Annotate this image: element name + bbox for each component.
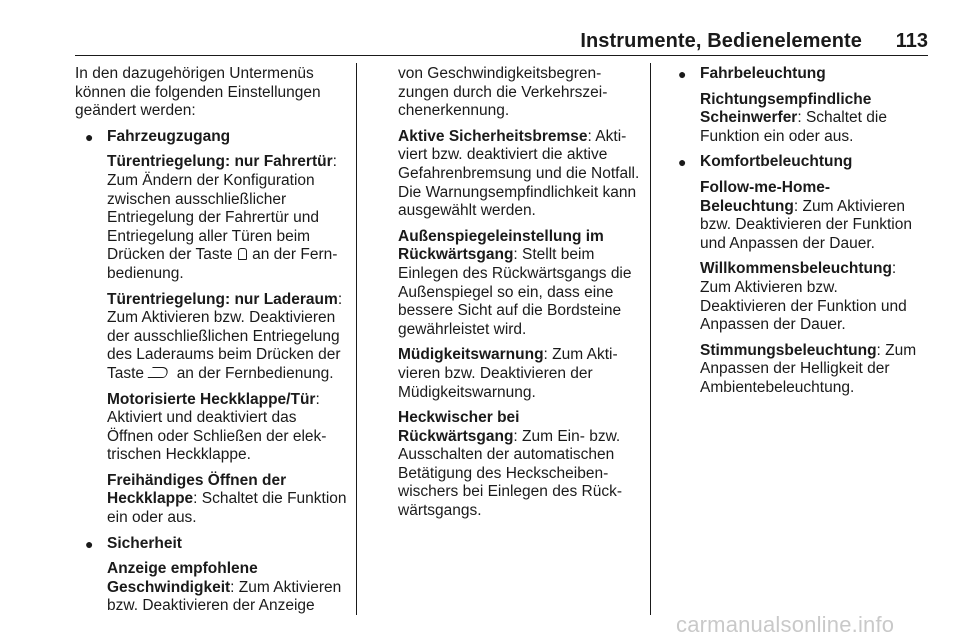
setting-item bbox=[700, 342, 928, 398]
setting-description: : Zum Aktivieren bzw. Deaktivieren der Anzeige bbox=[107, 578, 342, 615]
list-item-label: Komfortbeleuchtung bbox=[700, 153, 853, 171]
setting-description: : Zum Ein- bzw. Ausschalten der automatischen Betätigung des Heckscheibenwischers bei Einlegen des Rückwärtsgangs. bbox=[398, 427, 623, 520]
sub-settings bbox=[668, 91, 928, 147]
list-item bbox=[75, 535, 347, 554]
column-middle bbox=[398, 65, 643, 528]
setting-description: : Schaltet die Funktion ein oder aus. bbox=[107, 490, 347, 527]
bullet: ● bbox=[85, 535, 94, 552]
setting-description: : Zum Aktivieren bzw. Deaktivieren der ausschließlichen Entriegelung des Laderaums beim Drücken der Taste bbox=[107, 290, 343, 382]
page-title: Instrumente, Bedienelemente bbox=[580, 30, 862, 52]
setting-description: : Zum Aktivieren bzw. Deaktivieren der Funktion und Anpassen der Dauer. bbox=[700, 197, 912, 252]
column-divider bbox=[650, 63, 651, 615]
setting-item bbox=[398, 228, 643, 340]
setting-description: an der Fernbedienung. bbox=[107, 246, 338, 282]
setting-item bbox=[398, 128, 643, 221]
setting-description: : Zum Anpassen der Helligkeit der Ambientebeleuchtung. bbox=[700, 341, 917, 396]
intro-text: In den dazugehörigen Untermenüs können die folgenden Einstellungen geändert werden: bbox=[75, 65, 321, 120]
setting-title: Heckwischer bei Rückwärtsgang bbox=[398, 409, 520, 445]
setting-item bbox=[107, 391, 347, 465]
setting-title: Türentriegelung: nur Laderaum bbox=[107, 290, 338, 308]
setting-item bbox=[107, 472, 347, 528]
list-item bbox=[75, 128, 347, 147]
setting-description: : Zum Aktivieren bzw. Deaktivieren der Funktion und Anpassen der Dauer. bbox=[700, 260, 907, 334]
setting-item bbox=[700, 179, 928, 253]
list-item-label: Fahrbeleuchtung bbox=[700, 65, 826, 82]
list-item bbox=[668, 65, 928, 84]
sub-settings bbox=[668, 179, 928, 398]
setting-description: von Geschwindigkeitsbegrenzungen durch die Verkehrszeichenerkennung. bbox=[398, 65, 608, 120]
list-item-label: Fahrzeugzugang bbox=[107, 127, 231, 145]
column-divider bbox=[356, 63, 357, 615]
setting-title: Follow-me-Home-Beleuchtung bbox=[700, 178, 831, 215]
setting-title: Stimmungsbeleuchtung bbox=[700, 341, 877, 359]
tailgate-icon bbox=[148, 367, 171, 378]
setting-title: Türentriegelung: nur Fahrertür bbox=[107, 153, 333, 171]
sub-settings bbox=[75, 560, 347, 616]
setting-item bbox=[107, 153, 347, 283]
column-left bbox=[75, 65, 347, 623]
setting-description: : Aktiviert bzw. deaktiviert die aktive Gefahrenbremsung und die Notfall. Die Warnungsempfindlichkeit kann ausgewählt werden. bbox=[398, 127, 640, 220]
setting-title: Anzeige empfohlene Geschwindigkeit bbox=[107, 560, 258, 596]
setting-title: Richtungsempfindliche Scheinwerfer bbox=[700, 90, 872, 127]
page-number: 113 bbox=[895, 30, 928, 52]
setting-item bbox=[700, 260, 928, 334]
setting-item bbox=[398, 346, 643, 402]
header-divider bbox=[75, 55, 928, 56]
setting-description: : Aktiviert und deaktiviert das Öffnen oder Schließen der elektrischen Heckklappe. bbox=[107, 390, 327, 464]
setting-description: : Zum Ändern der Konfiguration zwischen ausschließlicher Entriegelung der Fahrertür und Entriegelung aller Türen beim Drücken der Taste bbox=[107, 153, 337, 264]
bullet: ● bbox=[678, 154, 687, 171]
sub-settings bbox=[75, 153, 347, 527]
setting-title: Motorisierte Heckklappe/Tür bbox=[107, 390, 316, 408]
setting-item bbox=[107, 560, 347, 616]
setting-description: : Stellt beim Einlegen des Rückwärtsgangs die Außenspiegel so ein, dass eine bessere Sicht auf die Bordsteine gewährleistet wird. bbox=[398, 246, 632, 338]
list-item bbox=[668, 153, 928, 172]
setting-title: Willkommensbeleuchtung bbox=[700, 260, 892, 278]
setting-title: Müdigkeitswarnung bbox=[398, 346, 544, 364]
setting-title: Freihändiges Öffnen der Heckklappe bbox=[107, 471, 287, 508]
setting-title: Aktive Sicherheitsbremse bbox=[398, 127, 588, 145]
bullet: ● bbox=[85, 128, 94, 145]
bullet: ● bbox=[678, 66, 687, 82]
setting-description: an der Fernbedienung. bbox=[176, 364, 334, 382]
setting-item bbox=[398, 409, 643, 521]
watermark: carmanualsonline.info bbox=[676, 612, 895, 637]
setting-item bbox=[107, 291, 347, 384]
setting-description: : Schaltet die Funktion ein oder aus. bbox=[700, 109, 887, 145]
lock-icon bbox=[238, 248, 247, 260]
setting-item bbox=[700, 91, 928, 147]
setting-description: : Zum Aktivieren bzw. Deaktivieren der Müdigkeitswarnung. bbox=[398, 346, 618, 401]
column-right bbox=[668, 65, 928, 405]
setting-title: Außenspiegeleinstellung im Rückwärtsgang bbox=[398, 227, 604, 264]
list-item-label: Sicherheit bbox=[107, 534, 182, 552]
